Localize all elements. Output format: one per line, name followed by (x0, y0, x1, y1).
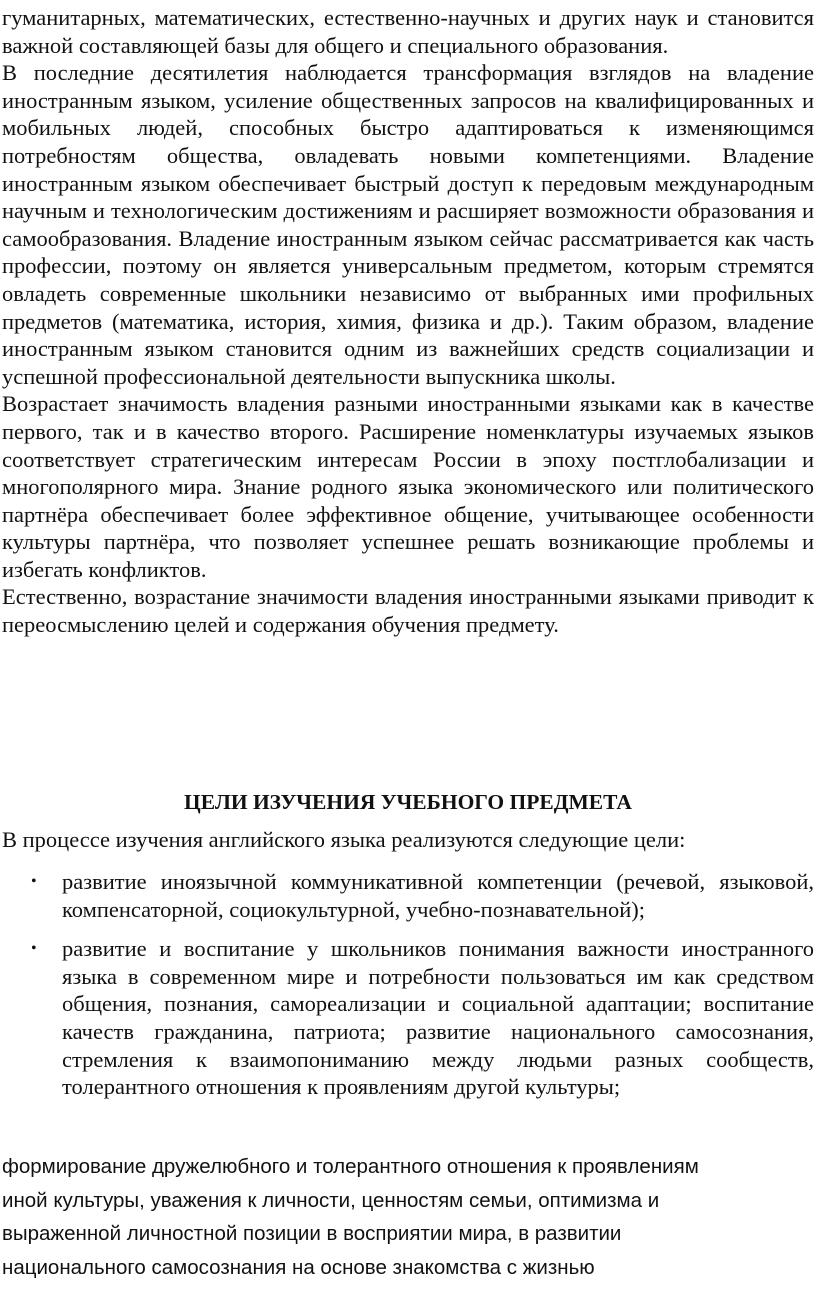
bullet-icon: • (31, 873, 37, 890)
bullet-icon: • (31, 940, 37, 958)
paragraph-continuation: гуманитарных, математических, естественно-научных и других наук и становится важной составляющей базы для общего и специального образования. (2, 5, 814, 58)
goal-text: развитие и воспитание у школьников понимания важности иностранного языка в современном мире и потребности пользоваться им как средством общения, познания, самореализации и социальной адаптации; воспитание качеств гражданина, патриота; развитие национального самосознания, стремления к взаимопониманию между людьми разных сообществ, толерантного отношения к проявлениям другой культуры; (62, 936, 814, 1100)
body-text (2, 4, 814, 639)
trailing-line: выраженной личностной позиции в восприятии мира, в развитии (2, 1222, 622, 1245)
goal-item (0, 868, 816, 923)
trailing-line: национального самосознания на основе знакомства с жизнью (2, 1255, 595, 1279)
goal-text: развитие иноязычной коммуникативной компетенции (речевой, языковой, компенсаторной, социокультурной, учебно-познавательной); (62, 869, 814, 922)
goals-list (0, 868, 816, 1113)
paragraph-importance: Возрастает значимость владения разными иностранными языками как в качестве первого, так и в качество второго. Расширение номенклатуры изучаемых языков соответствует стратегическим интересам России в эпоху постглобализации и многополярного мира. Знание родного языка экономического или политического партнёра обеспечивает более эффективное общение, учитывающее особенности культуры партнёра, что позволяет успешнее решать возникающие проблемы и избегать конфликтов. (2, 391, 814, 582)
goal-item (0, 935, 816, 1101)
goals-intro: В процессе изучения английского языка реализуются следующие цели: (2, 827, 686, 852)
trailing-line: формирование дружелюбного и толерантного отношения к проявлениям (2, 1155, 699, 1178)
paragraph-conclusion: Естественно, возрастание значимости владения иностранными языками приводит к переосмыслению целей и содержания обучения предмету. (2, 584, 814, 638)
section-heading: ЦЕЛИ ИЗУЧЕНИЯ УЧЕБНОГО ПРЕДМЕТА (184, 790, 632, 814)
trailing-text (2, 1150, 814, 1284)
paragraph-transformation: В последние десятилетия наблюдается трансформация взглядов на владение иностранным языком, усиление общественных запросов на квалифицированных и мобильных людей, способных быстро адаптироваться к изменяющимся потребностям общества, овладевать новыми компетенциями. Владение иностранным языком обеспечивает быстрый доступ к передовым международным научным и технологическим достижениям и расширяет возможности образования и самообразования. Владение иностранным языком сейчас рассматривается как часть профессии, поэтому он является универсальным предметом, которым стремятся овладеть современные школьники независимо от выбранных ими профильных предметов (математика, история, химия, физика и др.). Таким образом, владение иностранным языком становится одним из важнейших средств социализации и успешной профессиональной деятельности выпускника школы. (2, 60, 814, 389)
trailing-line: иной культуры, уважения к личности, ценностям семьи, оптимизма и (2, 1188, 660, 1212)
